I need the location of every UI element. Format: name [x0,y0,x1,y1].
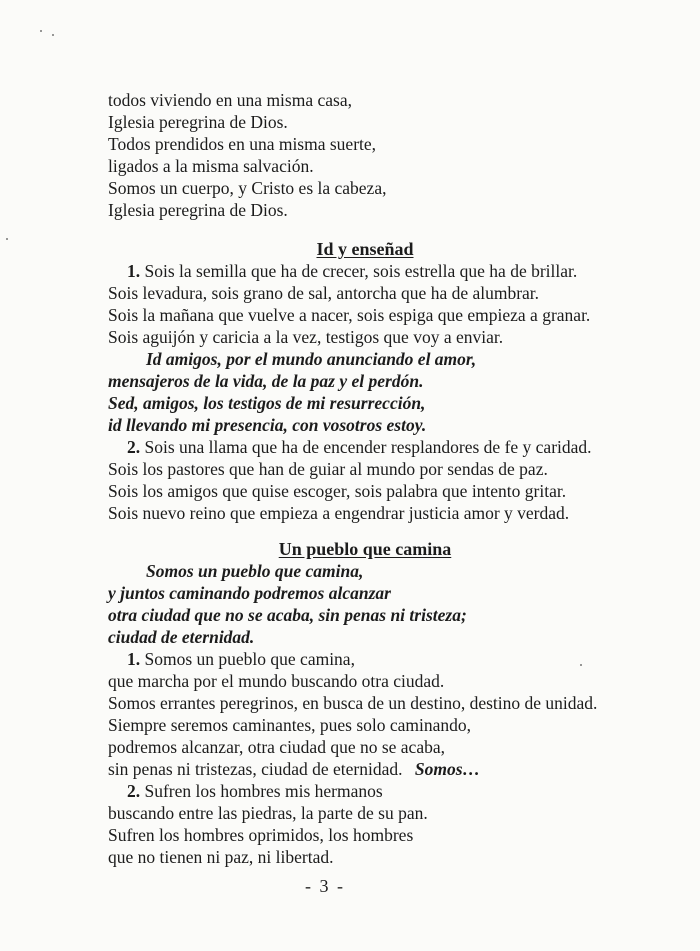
chorus-line: ciudad de eternidad. [108,627,255,647]
scan-speck [52,34,54,36]
scan-speck [6,238,8,240]
chorus-line: otra ciudad que no se acaba, sin penas ni tristeza; [108,605,467,625]
chorus-line: mensajeros de la vida, de la paz y el perdón. [108,371,424,391]
verse-line: buscando entre las piedras, la parte de su pan. [108,803,428,823]
verse-line [127,436,592,458]
verse-line [127,260,577,282]
verse-text: sin penas ni tristezas, ciudad de eternidad. [108,759,403,779]
chorus-line: id llevando mi presencia, con vosotros estoy. [108,415,427,435]
verse-line: Sois los pastores que han de guiar al mundo por sendas de paz. [108,459,548,479]
verse-line: Sois la mañana que vuelve a nacer, sois espiga que empieza a granar. [108,305,591,325]
verse-line: que marcha por el mundo buscando otra ciudad. [108,671,445,691]
verse-text: Sufren los hombres mis hermanos [144,781,383,801]
verse-line: ligados a la misma salvación. [108,156,314,176]
song-title: Id y enseñad [316,239,414,259]
song-title: Un pueblo que camina [278,539,452,559]
verse-number: 1. [127,261,141,281]
verse-line: Siempre seremos caminantes, pues solo caminando, [108,715,472,735]
verse-line: todos viviendo en una misma casa, [108,90,352,110]
chorus-cue: Somos… [414,759,481,779]
verse-line [127,648,355,670]
verse-line: Todos prendidos en una misma suerte, [108,134,377,154]
verse-line: Sois levadura, sois grano de sal, antorcha que ha de alumbrar. [108,283,540,303]
verse-line: podremos alcanzar, otra ciudad que no se acaba, [108,737,445,757]
page-number: - 3 - [305,876,345,896]
verse-line: Somos un cuerpo, y Cristo es la cabeza, [108,178,387,198]
chorus-line: Id amigos, por el mundo anunciando el amor, [146,349,477,369]
verse-line: Iglesia peregrina de Dios. [108,200,288,220]
verse-line: que no tienen ni paz, ni libertad. [108,847,334,867]
chorus-line: y juntos caminando podremos alcanzar [108,583,391,603]
verse-number: 2. [127,437,141,457]
scan-speck [580,664,582,666]
verse-number: 1. [127,649,141,669]
verse-text: Sois una llama que ha de encender resplandores de fe y caridad. [144,437,592,457]
verse-text: Sois la semilla que ha de crecer, sois estrella que ha de brillar. [144,261,578,281]
verse-line [108,758,480,780]
scan-speck [40,30,42,32]
verse-line: Iglesia peregrina de Dios. [108,112,288,132]
verse-line: Sois los amigos que quise escoger, sois palabra que intento gritar. [108,481,567,501]
verse-line: Somos errantes peregrinos, en busca de un destino, destino de unidad. [108,693,598,713]
verse-number: 2. [127,781,141,801]
verse-text: Somos un pueblo que camina, [144,649,355,669]
verse-line: Sois nuevo reino que empieza a engendrar justicia amor y verdad. [108,503,570,523]
verse-line: Sois aguijón y caricia a la vez, testigos que voy a enviar. [108,327,504,347]
verse-line: Sufren los hombres oprimidos, los hombres [108,825,414,845]
verse-line [127,780,383,802]
chorus-line: Somos un pueblo que camina, [146,561,364,581]
chorus-line: Sed, amigos, los testigos de mi resurrección, [108,393,426,413]
